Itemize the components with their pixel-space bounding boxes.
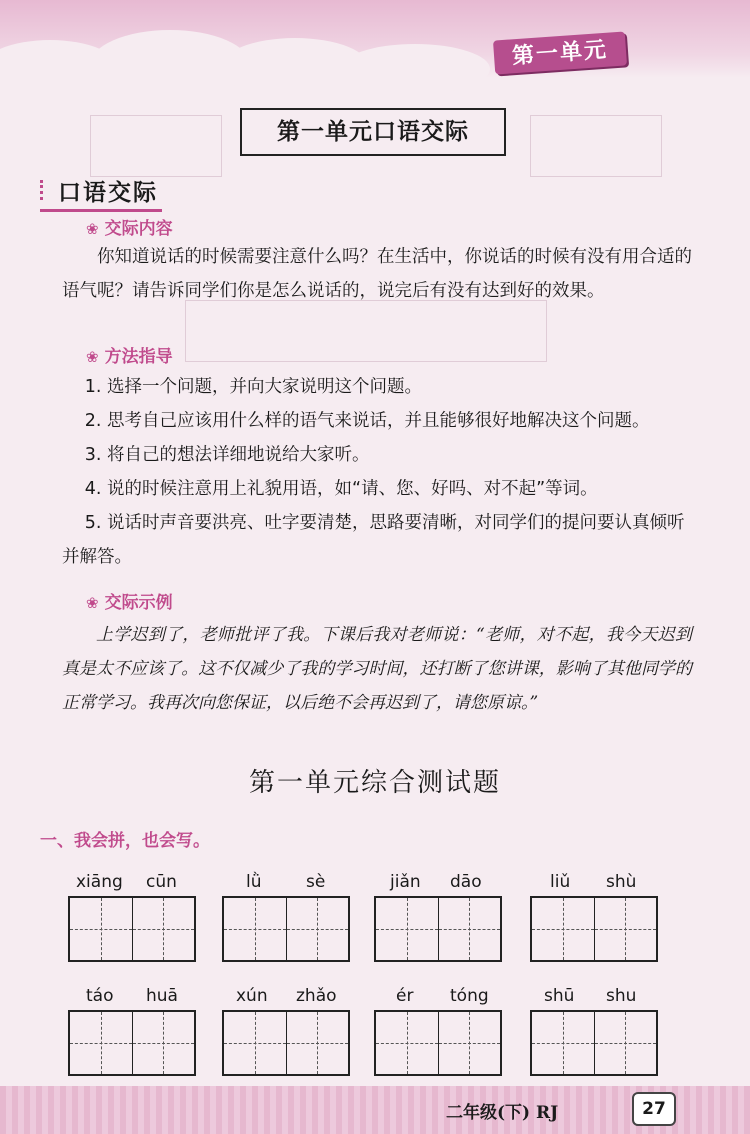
- writing-box[interactable]: [68, 896, 196, 962]
- pinyin: ér: [396, 986, 414, 1006]
- pinyin: shū: [544, 986, 575, 1006]
- writing-box[interactable]: [374, 896, 502, 962]
- list-item: 3. 将自己的想法详细地说给大家听。: [84, 445, 370, 465]
- unit-banner: 第一单元: [493, 31, 627, 74]
- ghost-grid: [90, 115, 222, 177]
- pinyin: xún: [236, 986, 268, 1006]
- oral-section-heading: 口语交际: [40, 174, 162, 212]
- pinyin: dāo: [450, 872, 482, 892]
- list-item: 2. 思考自己应该用什么样的语气来说话，并且能够很好地解决这个问题。: [84, 411, 650, 431]
- ghost-grid: [185, 300, 547, 362]
- pinyin: lǜ: [246, 872, 262, 892]
- dots-icon: [40, 180, 52, 200]
- writing-box[interactable]: [222, 1010, 350, 1076]
- content-heading: ❀ 交际内容: [86, 219, 173, 239]
- example-heading: ❀ 交际示例: [86, 593, 173, 613]
- flower-icon: ❀: [86, 348, 99, 366]
- writing-box[interactable]: [530, 896, 658, 962]
- pinyin: shù: [606, 872, 637, 892]
- pinyin: shu: [606, 986, 637, 1006]
- pinyin: cūn: [146, 872, 177, 892]
- pinyin: xiāng: [76, 872, 123, 892]
- pinyin: tóng: [450, 986, 489, 1006]
- question-1-heading: 一、我会拼，也会写。: [40, 831, 210, 851]
- writing-box[interactable]: [530, 1010, 658, 1076]
- example-paragraph: 上学迟到了，老师批评了我。下课后我对老师说：“老师，对不起，我今天迟到真是太不应该了。这不仅减少了我的学习时间，还打断了您讲课，影响了其他同学的正常学习。我再次向您保证，以后绝不会再迟到了，请您原谅。”: [62, 625, 692, 713]
- pinyin: sè: [306, 872, 326, 892]
- content-paragraph: 你知道说话的时候需要注意什么吗？在生活中，你说话的时候有没有用合适的语气呢？请告诉同学们你是怎么说话的，说完后有没有达到好的效果。: [62, 247, 692, 301]
- list-item: 4. 说的时候注意用上礼貌用语，如“请、您、好吗、对不起”等词。: [84, 479, 598, 499]
- pinyin: huā: [146, 986, 178, 1006]
- list-item: 5. 说话时声音要洪亮、吐字要清楚，思路要清晰，对同学们的提问要认真倾听并解答。: [62, 513, 685, 567]
- writing-box[interactable]: [68, 1010, 196, 1076]
- pinyin: táo: [86, 986, 114, 1006]
- writing-box[interactable]: [374, 1010, 502, 1076]
- grade-label: 二年级(下) RJ: [446, 1103, 559, 1123]
- method-steps: [62, 370, 692, 574]
- top-decorative-band: [0, 0, 750, 78]
- page-number: 27: [632, 1092, 676, 1126]
- ghost-grid: [530, 115, 662, 177]
- writing-box[interactable]: [222, 896, 350, 962]
- test-title: 第一单元综合测试题: [248, 768, 501, 798]
- oral-title: 第一单元口语交际: [240, 108, 506, 156]
- pinyin: jiǎn: [390, 872, 421, 892]
- method-heading: ❀ 方法指导: [86, 347, 173, 367]
- flower-icon: ❀: [86, 220, 99, 238]
- pinyin: liǔ: [550, 872, 571, 892]
- flower-icon: ❀: [86, 594, 99, 612]
- pinyin: zhǎo: [296, 986, 337, 1006]
- list-item: 1. 选择一个问题，并向大家说明这个问题。: [84, 377, 423, 397]
